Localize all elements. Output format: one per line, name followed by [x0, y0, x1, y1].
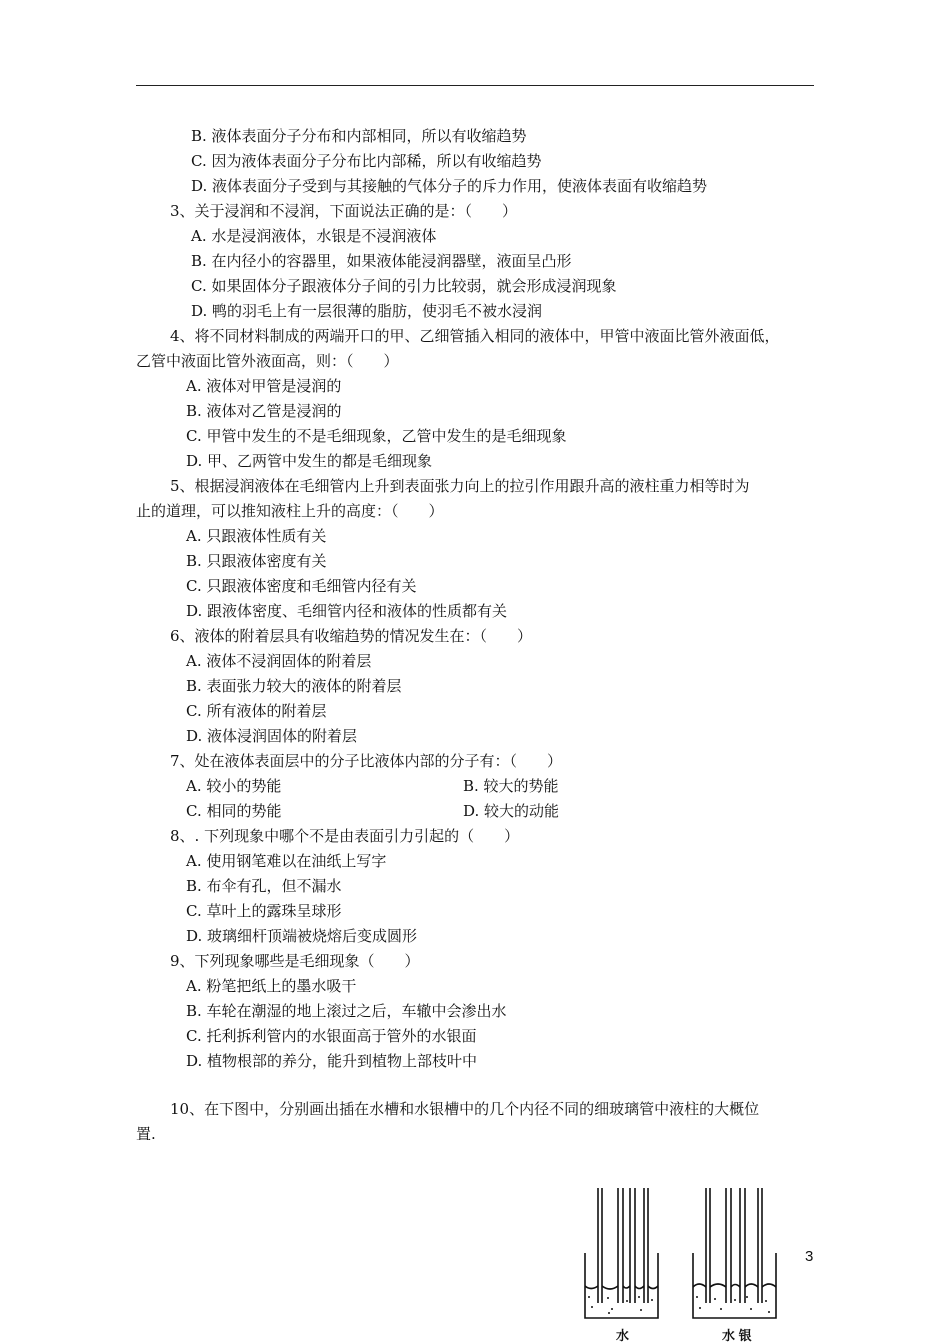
option-b-q5: B. 只跟液体密度有关: [186, 552, 327, 570]
option-b-q2: B. 液体表面分子分布和内部相同，所以有收缩趋势: [191, 127, 527, 145]
option-a-q3: A. 水是浸润液体，水银是不浸润液体: [191, 227, 437, 245]
option-b-q7: B. 较大的势能: [463, 777, 559, 795]
question-4: 4、将不同材料制成的两端开口的甲、乙细管插入相同的液体中，甲管中液面比管外液面低，: [170, 327, 780, 345]
option-b-q3: B. 在内径小的容器里，如果液体能浸润器壁，液面呈凸形: [191, 252, 572, 270]
question-9: 9、下列现象哪些是毛细现象（ ）: [170, 952, 420, 970]
option-c-q7: C. 相同的势能: [186, 802, 282, 820]
option-b-q4: B. 液体对乙管是浸润的: [186, 402, 342, 420]
question-5: 5、根据浸润液体在毛细管内上升到表面张力向上的拉引作用跟升高的液柱重力相等时为: [170, 477, 750, 495]
page-number: 3: [805, 1248, 814, 1265]
option-d-q2: D. 液体表面分子受到与其接触的气体分子的斥力作用，使液体表面有收缩趋势: [191, 177, 708, 195]
water-label: 水: [616, 1328, 630, 1343]
option-b-q8: B. 布伞有孔，但不漏水: [186, 877, 342, 895]
option-c-q6: C. 所有液体的附着层: [186, 702, 327, 720]
option-a-q7: A. 较小的势能: [186, 777, 282, 795]
capillary-tubes-figure: [580, 1185, 790, 1325]
option-a-q9: A. 粉笔把纸上的墨水吸干: [186, 977, 357, 995]
option-d-q4: D. 甲、乙两管中发生的都是毛细现象: [186, 452, 433, 470]
mercury-trough: [693, 1188, 776, 1318]
question-8: 8、. 下列现象中哪个不是由表面引力引起的（ ）: [170, 827, 520, 845]
question-3: 3、关于浸润和不浸润，下面说法正确的是：（ ）: [170, 202, 518, 220]
question-6: 6、液体的附着层具有收缩趋势的情况发生在：（ ）: [170, 627, 533, 645]
option-d-q3: D. 鸭的羽毛上有一层很薄的脂肪，使羽毛不被水浸润: [191, 302, 543, 320]
question-10: 10、在下图中，分别画出插在水槽和水银槽中的几个内径不同的细玻璃管中液柱的大概位: [170, 1100, 760, 1118]
question-5-cont: 止的道理，可以推知液柱上升的高度：（ ）: [136, 502, 444, 520]
option-d-q6: D. 液体浸润固体的附着层: [186, 727, 358, 745]
option-d-q5: D. 跟液体密度、毛细管内径和液体的性质都有关: [186, 602, 508, 620]
option-a-q4: A. 液体对甲管是浸润的: [186, 377, 342, 395]
option-b-q9: B. 车轮在潮湿的地上滚过之后，车辙中会渗出水: [186, 1002, 507, 1020]
option-a-q8: A. 使用钢笔难以在油纸上写字: [186, 852, 387, 870]
option-d-q8: D. 玻璃细杆顶端被烧熔后变成圆形: [186, 927, 418, 945]
option-c-q8: C. 草叶上的露珠呈球形: [186, 902, 342, 920]
option-c-q2: C. 因为液体表面分子分布比内部稀，所以有收缩趋势: [191, 152, 542, 170]
option-a-q6: A. 液体不浸润固体的附着层: [186, 652, 372, 670]
option-c-q9: C. 托利拆利管内的水银面高于管外的水银面: [186, 1027, 477, 1045]
option-d-q7: D. 较大的动能: [463, 802, 560, 820]
option-a-q5: A. 只跟液体性质有关: [186, 527, 327, 545]
question-10-cont: 置.: [136, 1125, 156, 1143]
water-trough: [585, 1188, 658, 1318]
question-4-cont: 乙管中液面比管外液面高，则：（ ）: [136, 352, 399, 370]
option-c-q5: C. 只跟液体密度和毛细管内径有关: [186, 577, 417, 595]
question-7: 7、处在液体表面层中的分子比液体内部的分子有：（ ）: [170, 752, 563, 770]
mercury-label: 水 银: [722, 1328, 752, 1343]
option-d-q9: D. 植物根部的养分，能升到植物上部枝叶中: [186, 1052, 478, 1070]
option-b-q6: B. 表面张力较大的液体的附着层: [186, 677, 402, 695]
option-c-q4: C. 甲管中发生的不是毛细现象，乙管中发生的是毛细现象: [186, 427, 567, 445]
header-rule: [136, 85, 814, 86]
option-c-q3: C. 如果固体分子跟液体分子间的引力比较弱，就会形成浸润现象: [191, 277, 617, 295]
